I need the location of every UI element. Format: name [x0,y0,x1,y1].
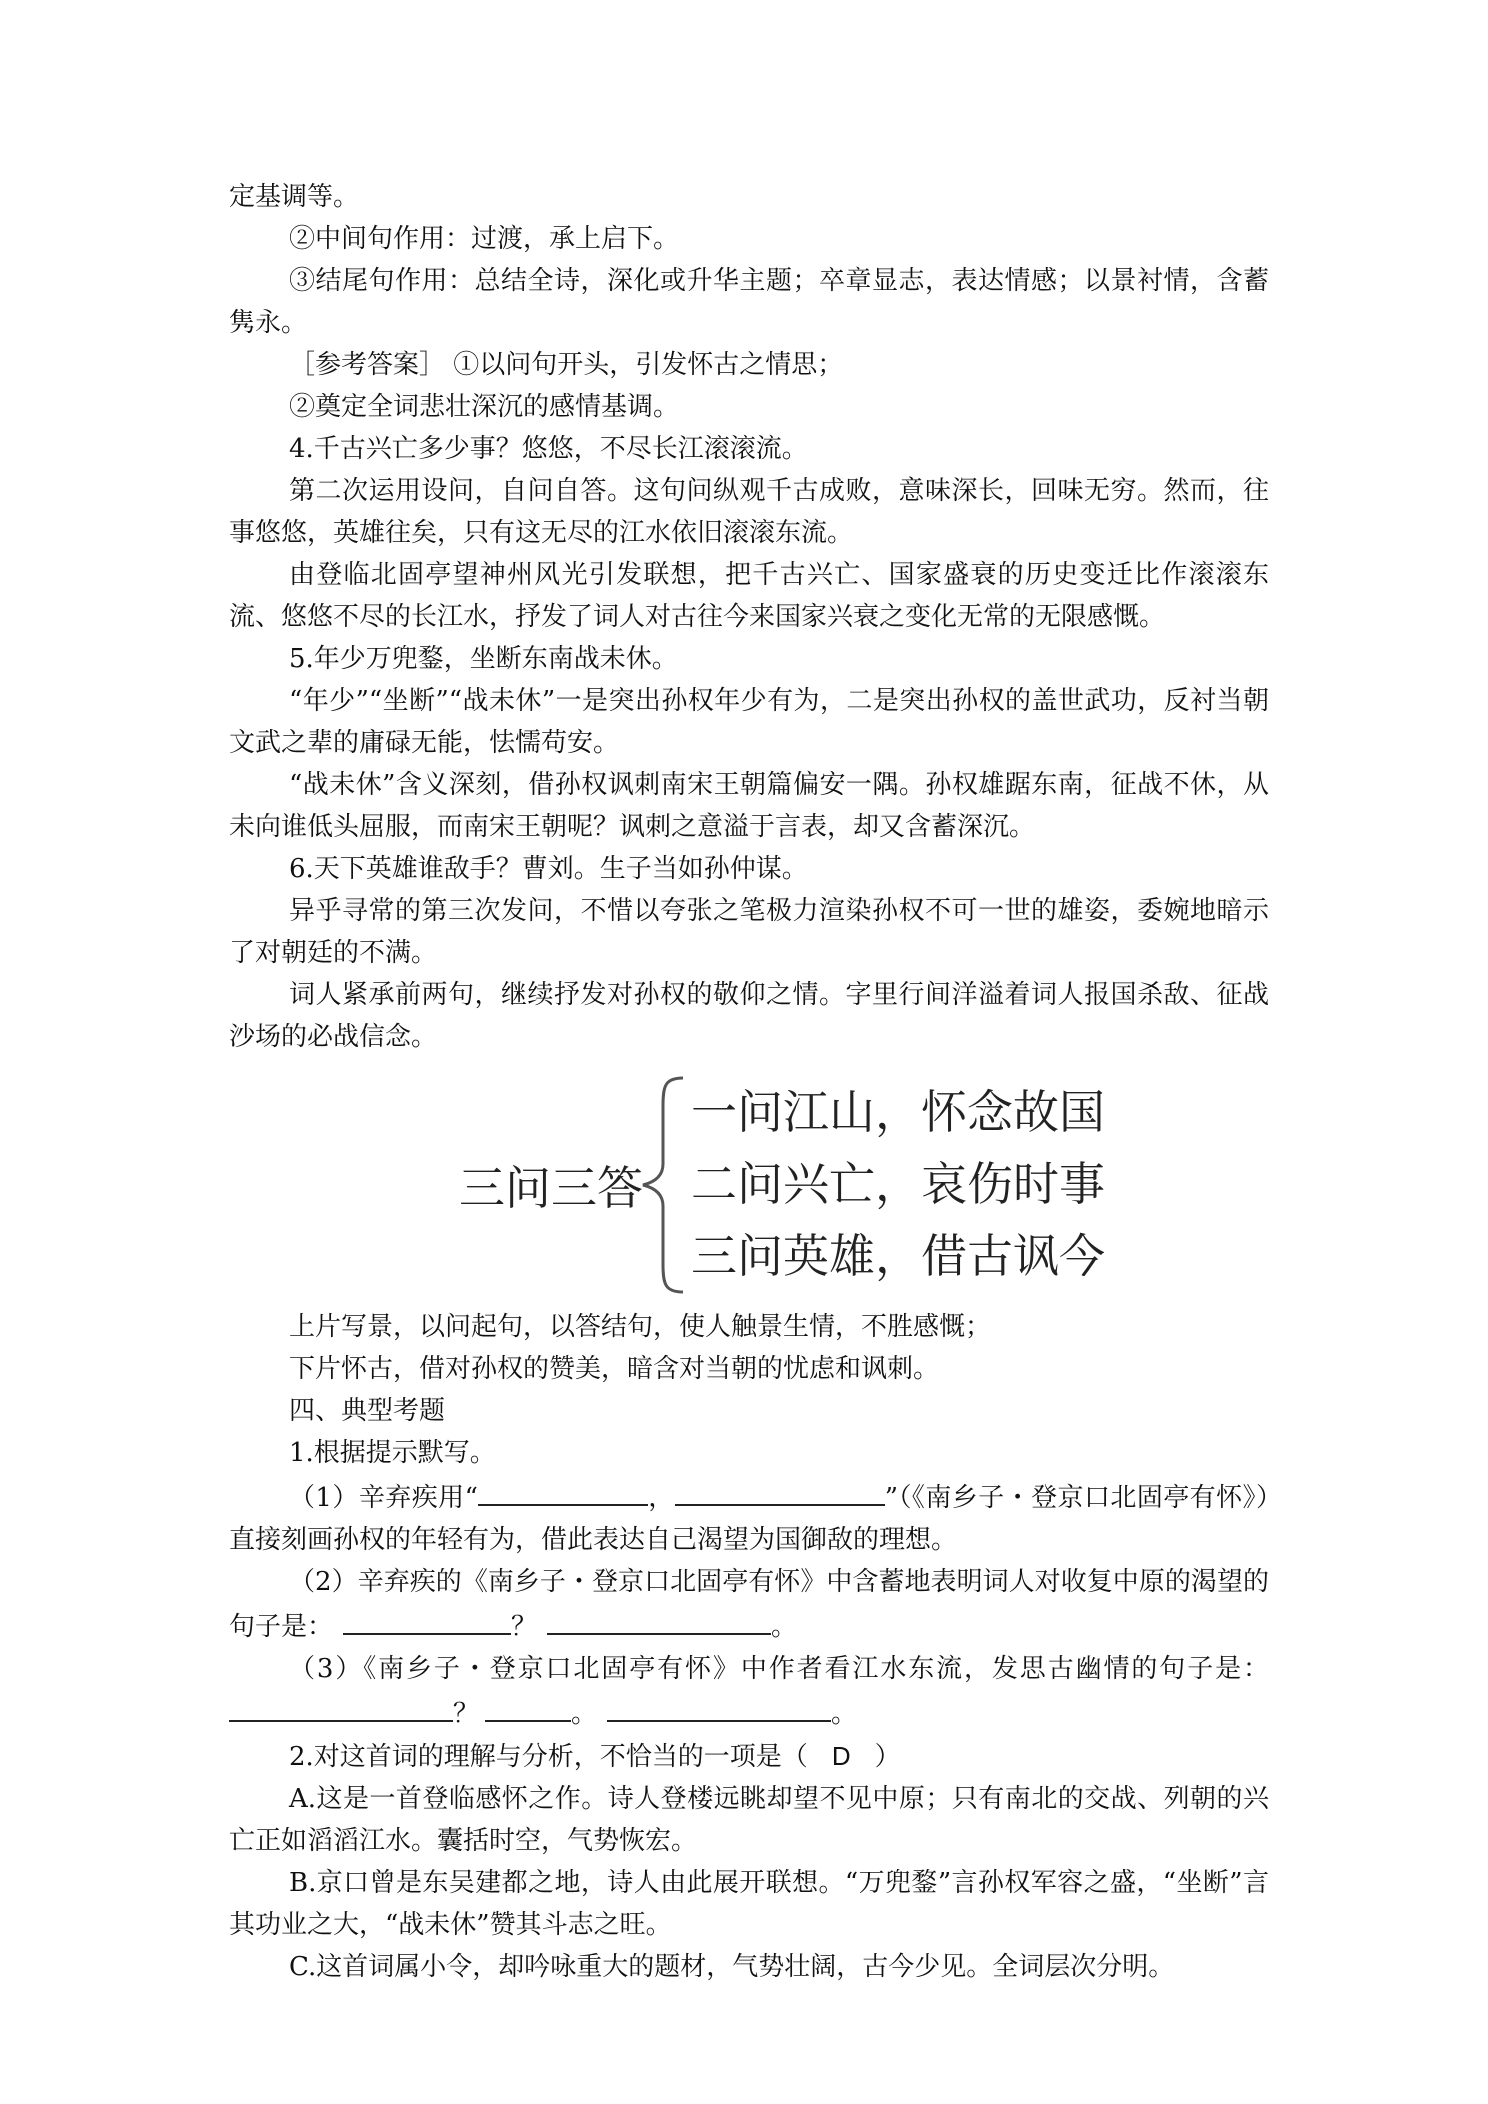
question-text: ？ [511,1612,538,1642]
text-line: ②中间句作用：过渡，承上启下。 [289,224,680,254]
question-title: 1.根据提示默写。 [289,1438,496,1468]
text-paragraph: 由登临北固亭望神州风光引发联想，把千古兴亡、国家盛衰的历史变迁比作滚滚东流、悠悠不尽的长江水，抒发了词人对古往今来国家兴衰之变化无常的无限感慨。 [229,560,1269,632]
answer-blank[interactable] [343,1603,511,1635]
question-2 [229,1735,1269,1778]
answer-blank[interactable] [607,1690,831,1722]
reference-answer: ［参考答案］ ①以问句开头，引发怀古之情思； [289,350,844,380]
question-1-3 [229,1648,1269,1735]
question-text: （2）辛弃疾的《南乡子・登京口北固亭有怀》中含蓄地表明词人对收复中原的渴望的句子是： [229,1567,1269,1642]
text-paragraph: “战未休”含义深刻，借孙权讽刺南宋王朝篇偏安一隅。孙权雄踞东南，征战不休，从未向谁低头屈服，而南宋王朝呢？讽刺之意溢于言表，却又含蓄深沉。 [229,770,1269,842]
question-text: （1）辛弃疾用“ [289,1483,478,1513]
verse-heading: 6.天下英雄谁敌手？曹刘。生子当如孙仲谋。 [289,854,808,884]
question-text: 。 [771,1612,798,1642]
text-paragraph: “年少”“坐断”“战未休”一是突出孙权年少有为，二是突出孙权的盖世武功，反衬当朝文武之辈的庸碌无能，怯懦苟安。 [229,686,1269,758]
question-text: （3）《南乡子・登京口北固亭有怀》中作者看江水东流，发思古幽情的句子是： [289,1654,1269,1684]
text-paragraph: 异乎寻常的第三次发问，不惜以夸张之笔极力渲染孙权不可一世的雄姿，委婉地暗示了对朝廷的不满。 [229,896,1269,968]
question-text: 。 [831,1699,858,1729]
text-line: 上片写景，以问起句，以答结句，使人触景生情，不胜感慨； [289,1312,992,1342]
answer-blank[interactable] [675,1474,885,1506]
answer-blank[interactable] [229,1690,453,1722]
diagram-items [691,1076,1105,1292]
text-line: 定基调等。 [229,182,360,212]
text-line: ③结尾句作用：总结全诗，深化或升华主题；卒章显志，表达情感；以景衬情，含蓄隽永。 [229,266,1269,338]
question-1-1 [229,1474,1269,1561]
diagram-item: 一问江山，怀念故国 [691,1085,1105,1139]
question-text: ？ [453,1699,480,1729]
three-questions-diagram [229,1072,1269,1298]
diagram-item: 三问英雄，借古讽今 [691,1229,1105,1283]
text-line: ②奠定全词悲壮深沉的感情基调。 [289,392,680,422]
diagram-label: 三问三答 [459,1161,643,1215]
answer-choice: D [831,1741,851,1771]
question-text: ， [647,1483,675,1513]
text-paragraph: 词人紧承前两句，继续抒发对孙权的敬仰之情。字里行间洋溢着词人报国杀敌、征战沙场的必战信念。 [229,980,1269,1052]
diagram-item: 二问兴亡，哀伤时事 [691,1157,1105,1211]
section-heading: 四、典型考题 [289,1396,446,1426]
answer-blank[interactable] [547,1603,771,1635]
brace-icon [639,1072,689,1298]
question-text: 。 [571,1699,598,1729]
question-1-2 [229,1561,1269,1648]
question-text: 2.对这首词的理解与分析，不恰当的一项是（ [289,1742,808,1772]
verse-heading: 4.千古兴亡多少事？悠悠，不尽长江滚滚流。 [289,434,808,464]
option-c: C.这首词属小令，却吟咏重大的题材，气势壮阔，古今少见。全词层次分明。 [289,1952,1175,1982]
question-text: ”（《南乡子・登京口北固亭有怀》）直接刻画孙权的年轻有为，借此表达自己渴望为国御敌的理想。 [229,1483,1269,1555]
answer-blank[interactable] [485,1690,571,1722]
text-paragraph: 第二次运用设问，自问自答。这句问纵观千古成败，意味深长，回味无穷。然而，往事悠悠，英雄往矣，只有这无尽的江水依旧滚滚东流。 [229,476,1269,548]
document-page [229,176,1269,1988]
option-b: B.京口曾是东吴建都之地，诗人由此展开联想。“万兜鍪”言孙权军容之盛，“坐断”言其功业之大，“战未休”赞其斗志之旺。 [229,1868,1269,1940]
option-a: A.这是一首登临感怀之作。诗人登楼远眺却望不见中原；只有南北的交战、列朝的兴亡正如滔滔江水。囊括时空，气势恢宏。 [229,1784,1269,1856]
verse-heading: 5.年少万兜鍪，坐断东南战未休。 [289,644,678,674]
question-text: ） [874,1742,901,1772]
answer-blank[interactable] [478,1474,648,1506]
text-line: 下片怀古，借对孙权的赞美，暗含对当朝的忧虑和讽刺。 [289,1354,940,1384]
